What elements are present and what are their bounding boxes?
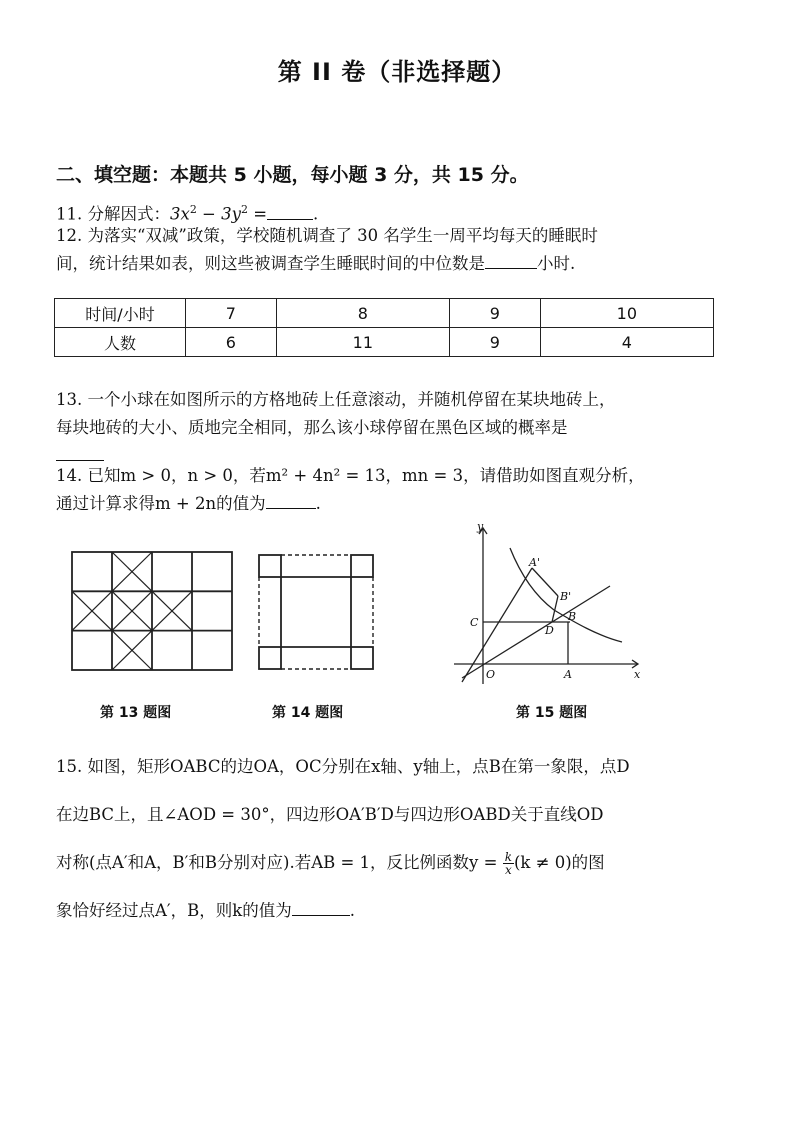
sleep-time-table xyxy=(54,298,714,357)
table-cell: 10 xyxy=(540,299,713,328)
label-a: A xyxy=(564,668,572,681)
q15-line4-prefix: 象恰好经过点A′，B，则k的值为 xyxy=(56,901,292,920)
q12-line2 xyxy=(56,250,746,278)
label-b: B xyxy=(568,610,577,623)
label-a-prime: A' xyxy=(529,556,540,569)
q12-line1: 12. 为落实“双减”政策，学校随机调查了 30 名学生一周平均每天的睡眠时 xyxy=(56,226,598,245)
figure-13-tile-grid xyxy=(70,550,234,672)
label-o: O xyxy=(486,668,496,681)
table-cell: 9 xyxy=(449,299,540,328)
fraction-denominator: x xyxy=(504,863,512,877)
question-13 xyxy=(56,386,746,464)
label-d: D xyxy=(545,624,554,637)
table-cell: 6 xyxy=(186,328,277,357)
section-heading: 二、填空题：本题共 5 小题，每小题 3 分，共 15 分。 xyxy=(56,164,529,186)
answer-blank[interactable] xyxy=(485,250,537,269)
table-cell: 9 xyxy=(449,328,540,357)
label-c: C xyxy=(470,616,479,629)
question-14 xyxy=(56,462,746,518)
q12-line2-suffix: 小时. xyxy=(537,254,576,273)
label-b-prime: B' xyxy=(560,590,572,603)
table-cell: 时间/小时 xyxy=(55,299,186,328)
table-cell: 8 xyxy=(276,299,449,328)
q14-line2-suffix: . xyxy=(315,494,321,513)
table-cell: 4 xyxy=(540,328,713,357)
page-title: 第 II 卷（非选择题） xyxy=(277,58,517,86)
q11-expr-a: 3x xyxy=(170,204,190,224)
question-12 xyxy=(56,222,746,278)
q15-line1: 15. 如图，矩形OABC的边OA，OC分别在x轴、y轴上，点B在第一象限，点D xyxy=(56,757,630,776)
table-cell: 11 xyxy=(276,328,449,357)
table-cell: 7 xyxy=(186,299,277,328)
q15-line3-suffix: (k ≠ 0)的图 xyxy=(513,853,605,872)
q11-suffix: . xyxy=(313,204,319,224)
q15-line3 xyxy=(56,848,746,878)
question-15 xyxy=(56,752,746,926)
label-y: y xyxy=(477,520,484,533)
q12-line2-prefix: 间，统计结果如表，则这些被调查学生睡眠时间的中位数是 xyxy=(56,254,485,273)
q15-line2: 在边BC上，且∠AOD = 30°，四边形OA′B′D与四边形OABD关于直线OD xyxy=(56,805,604,824)
q15-line4-suffix: . xyxy=(349,901,356,920)
q15-line4 xyxy=(56,896,746,926)
caption-figure-13: 第 13 题图 xyxy=(100,705,172,721)
answer-blank[interactable] xyxy=(292,897,350,916)
q11-exp-b: 2 xyxy=(240,203,248,216)
figure-14-square-diagram xyxy=(256,552,378,672)
q14-line2-prefix: 通过计算求得m + 2n的值为 xyxy=(56,494,266,513)
figure-15-coordinate-diagram xyxy=(452,518,648,688)
caption-figure-15: 第 15 题图 xyxy=(516,705,588,721)
q13-line1: 13. 一个小球在如图所示的方格地砖上任意滚动，并随机停留在某块地砖上， xyxy=(56,390,616,409)
answer-blank[interactable] xyxy=(267,201,313,220)
q11-prefix: 11. 分解因式： xyxy=(56,204,170,224)
answer-blank[interactable] xyxy=(266,490,316,509)
q11-minus: − 3y xyxy=(196,204,241,224)
q11-exp-a: 2 xyxy=(189,203,197,216)
caption-figure-14: 第 14 题图 xyxy=(272,705,344,721)
q14-line2 xyxy=(56,490,746,518)
fraction-k-over-x xyxy=(503,851,514,876)
table-row xyxy=(55,299,714,328)
answer-blank[interactable] xyxy=(56,442,104,461)
q13-line2: 每块地砖的大小、质地完全相同，那么该小球停留在黑色区域的概率是 xyxy=(56,418,568,437)
q15-line3-prefix: 对称(点A′和A，B′和B分别对应).若AB = 1，反比例函数y = xyxy=(56,853,503,872)
fraction-numerator: k xyxy=(504,850,512,864)
label-x: x xyxy=(634,668,641,681)
q14-line1: 14. 已知m > 0，n > 0，若m² + 4n² = 13，mn = 3，请借助如图直观分析， xyxy=(56,466,645,485)
table-cell: 人数 xyxy=(55,328,186,357)
table-row xyxy=(55,328,714,357)
q11-eq: = xyxy=(247,204,268,224)
